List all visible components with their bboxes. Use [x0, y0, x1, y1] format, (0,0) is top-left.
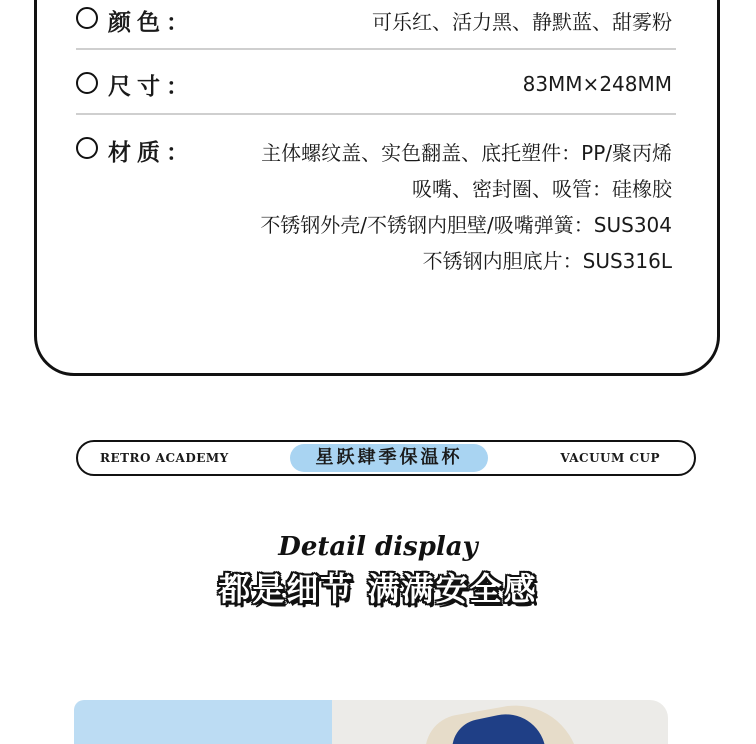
circle-bullet-icon — [76, 72, 98, 94]
divider — [76, 48, 676, 50]
material-line: 不锈钢外壳/不锈钢内胆壁/吸嘴弹簧：SUS304 — [260, 213, 672, 237]
section-script-title: Detail display — [278, 532, 478, 562]
spec-row-size — [76, 68, 676, 98]
spec-label-color: 颜色： — [108, 10, 195, 36]
divider — [76, 113, 676, 115]
circle-bullet-icon — [76, 7, 98, 29]
material-line: 不锈钢内胆底片：SUS316L — [422, 249, 672, 273]
product-banner — [76, 440, 696, 476]
product-photo — [332, 700, 668, 744]
material-line: 主体螺纹盖、实色翻盖、底托塑件：PP/聚丙烯 — [261, 141, 672, 165]
section-title: 都是细节 满满安全感 — [218, 570, 538, 608]
spec-value-color: 可乐红、活力黑、静默蓝、甜雾粉 — [372, 10, 672, 34]
spec-row-color — [76, 4, 676, 34]
banner-right-text: VACUUM CUP — [560, 451, 660, 465]
spec-label-material: 材质： — [108, 140, 195, 166]
spec-label-size: 尺寸： — [108, 74, 195, 100]
banner-left-text: RETRO ACADEMY — [100, 451, 229, 465]
banner-product-name: 星跃肆季保温杯 — [290, 444, 488, 472]
spec-value-size: 83MM×248MM — [522, 72, 672, 96]
circle-bullet-icon — [76, 137, 98, 159]
photo-left-panel — [74, 700, 332, 744]
material-line: 吸嘴、密封圈、吸管：硅橡胶 — [412, 177, 672, 201]
